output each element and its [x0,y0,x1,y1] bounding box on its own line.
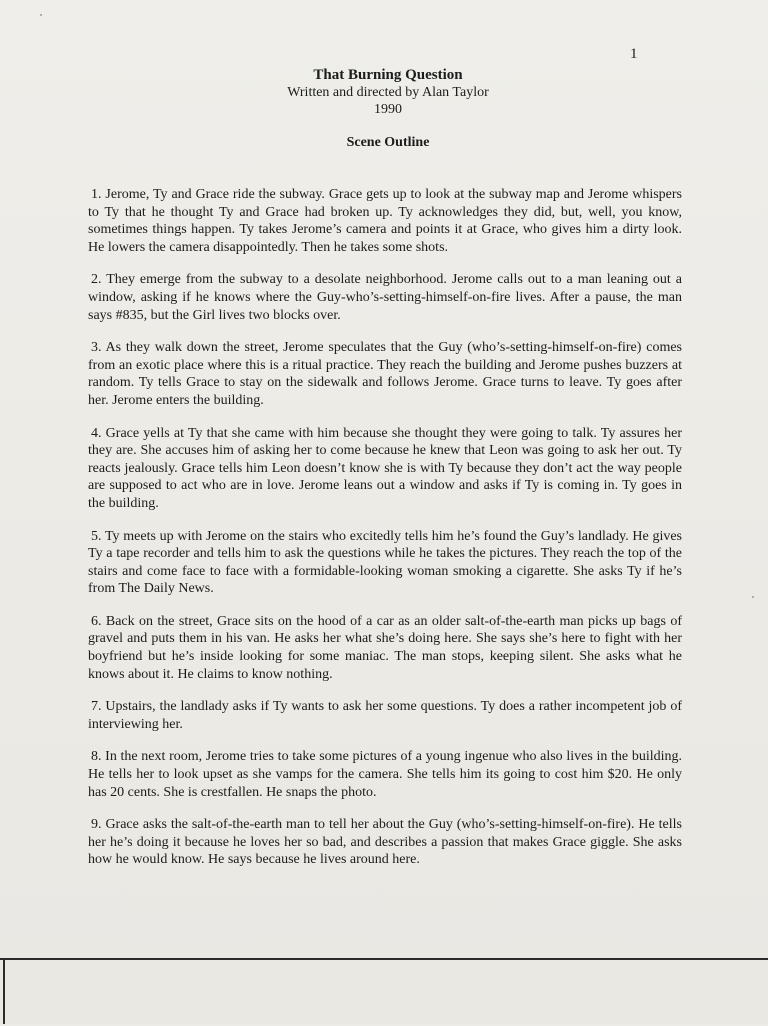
scene-paragraph: 5. Ty meets up with Jerome on the stairs who excitedly tells him he’s found the Guy’s landlady. He gives Ty a tape recorder and tells him to ask the questions while he takes the pictures. They reach the top of the stairs and come face to face with a formidable-looking woman smoking a cigarette. She asks Ty if he’s from The Daily News. [88,528,682,597]
scene-paragraph: 3. As they walk down the street, Jerome speculates that the Guy (who’s-setting-himself-on-fire) comes from an exotic place where this is a ritual practice. They reach the building and Jerome pushes buzzers at random. Ty tells Grace to stay on the sidewalk and follows Jerome. Grace turns to leave. Ty goes after her. Jerome enters the building. [88,340,682,408]
scene-paragraph: 4. Grace yells at Ty that she came with him because she thought they were going to talk. Ty assures her they are. She accuses him of asking her to come because he knew that Leon was going to ask her out. Ty reacts jealously. Grace tells him Leon doesn’t know she is with Ty because they don’t act the way people are supposed to act who are in love. Jerome leans out a window and asks if Ty is coming in. Ty goes in the building. [88,425,682,511]
scan-speck [40,14,42,16]
scan-speck [752,596,754,598]
document-header [0,66,768,118]
document-title: That Burning Question [313,67,463,83]
scene-paragraph: 8. In the next room, Jerome tries to take some pictures of a young ingenue who also lives in the building. He tells her to look upset as she vamps for the camera. She tells him its going to cost him $20. He only has 20 cents. She is crestfallen. He snaps the photo. [88,749,682,800]
document-subtitle: Written and directed by Alan Taylor [287,85,489,100]
scene-list [88,186,682,884]
scene-paragraph: 6. Back on the street, Grace sits on the hood of a car as an older salt-of-the-earth man picks up bags of gravel and puts them in his van. He asks her what she’s doing here. She says she’s here to fight with her boyfriend but he’s inside looking for some maniac. The man stops, keeping silent. She asks what he knows about it. He claims to know nothing. [88,613,682,682]
scene-paragraph: 9. Grace asks the salt-of-the-earth man to tell her about the Guy (who’s-setting-himself-on-fire). He tells her he’s doing it because he loves her so bad, and describes a passion that makes Grace giggle. She asks how he would know. He says because he lives around here. [88,817,682,868]
page-number: 1 [630,46,638,62]
scan-border-bottom [0,958,768,1026]
scan-border-left [3,958,5,1024]
scene-paragraph: 1. Jerome, Ty and Grace ride the subway. Grace gets up to look at the subway map and Jerome whispers to Ty that he thought Ty and Grace had broken up. Ty acknowledges they did, but, well, you know, sometimes things happen. Ty takes Jerome’s camera and points it at Grace, who gives him a dirty look. He lowers the camera disappointedly. Then he takes some shots. [88,187,682,255]
scene-paragraph: 2. They emerge from the subway to a desolate neighborhood. Jerome calls out to a man leaning out a window, asking if he knows where the Guy-who’s-setting-himself-on-fire lives. After a pause, the man says #835, but the Girl lives two blocks over. [88,272,682,323]
section-title: Scene Outline [346,135,430,150]
document-year: 1990 [374,102,402,117]
scene-paragraph: 7. Upstairs, the landlady asks if Ty wants to ask her some questions. Ty does a rather incompetent job of interviewing her. [88,699,682,732]
